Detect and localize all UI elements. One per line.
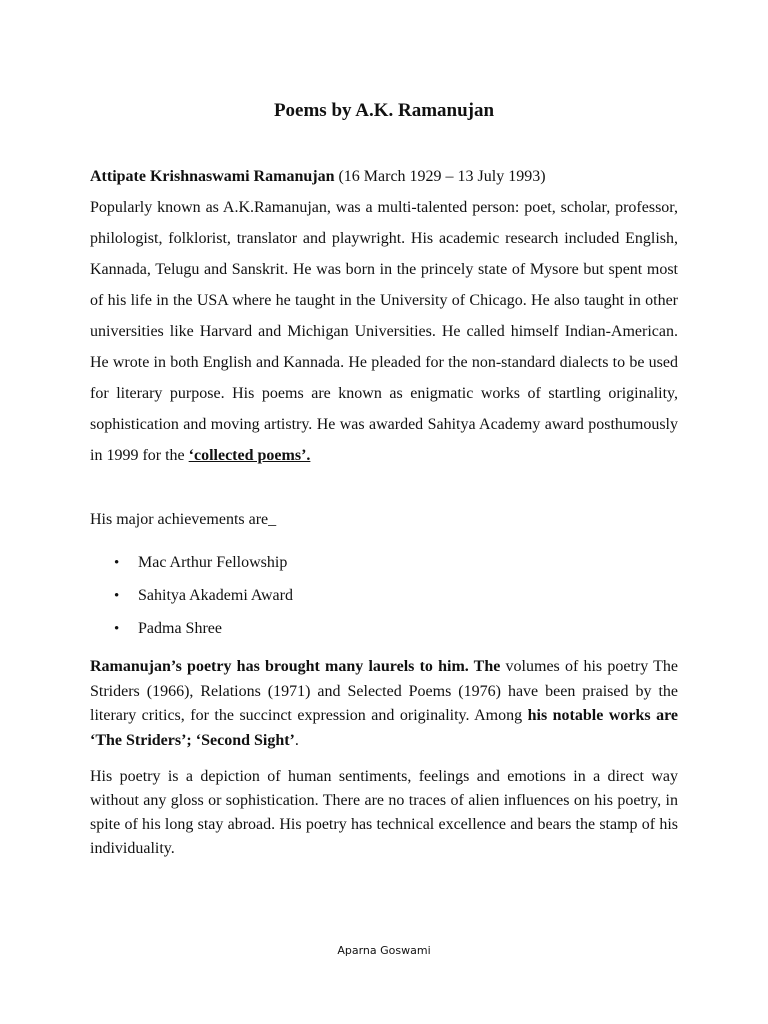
intro-body: Popularly known as A.K.Ramanujan, was a multi-talented person: poet, scholar, professor, philologist, folklorist, translator and playwright. His academic research included English, Kannada, Telugu and Sanskrit. He was born in the princely state of Mysore but spent most of his life in the USA where he taught in the University of Chicago. He also taught in other universities like Harvard and Michigan Universities. He called himself Indian-American. He wrote in both English and Kannada. He pleaded for the non-standard dialects to be used for literary purpose. His poems are known as enigmatic works of startling originality, sophistication and moving artistry. He was awarded Sahitya Academy award posthumously in 1999 for the — [90, 199, 678, 464]
collected-poems-link: ‘collected poems’. — [188, 447, 311, 464]
list-item: • Sahitya Akademi Award — [90, 583, 293, 616]
achievements-list — [90, 550, 293, 649]
intro-paragraph — [90, 161, 678, 471]
poetry-paragraph — [90, 655, 678, 753]
page-title: Poems by A.K. Ramanujan — [273, 100, 495, 121]
achievements-heading: His major achievements are_ — [90, 511, 277, 528]
poetry-text: volumes of his poetry The Striders (1966), Relations (1971) and Selected Poems (1976) have been praised by the literary critics, for the succinct expression and originality. Among — [90, 658, 679, 724]
footer-author: Aparna Goswami — [337, 944, 431, 957]
author-dates: (16 March 1929 – 13 July 1993) — [334, 168, 546, 185]
laurels-lead: Ramanujan’s poetry has brought many laurels to him. The — [90, 658, 501, 675]
list-item: • Mac Arthur Fellowship — [90, 550, 293, 583]
style-paragraph: His poetry is a depiction of human sentiments, feelings and emotions in a direct way without any gloss or sophistication. There are no traces of alien influences on his poetry, in spite of his long stay abroad. His poetry has technical excellence and bears the stamp of his individuality. — [90, 768, 678, 857]
notable-works: his notable works are ‘The Striders’; ‘Second Sight’ — [90, 707, 679, 749]
author-name: Attipate Krishnaswami Ramanujan — [90, 168, 335, 185]
poetry-end: . — [294, 731, 299, 749]
list-item: • Padma Shree — [90, 616, 293, 649]
